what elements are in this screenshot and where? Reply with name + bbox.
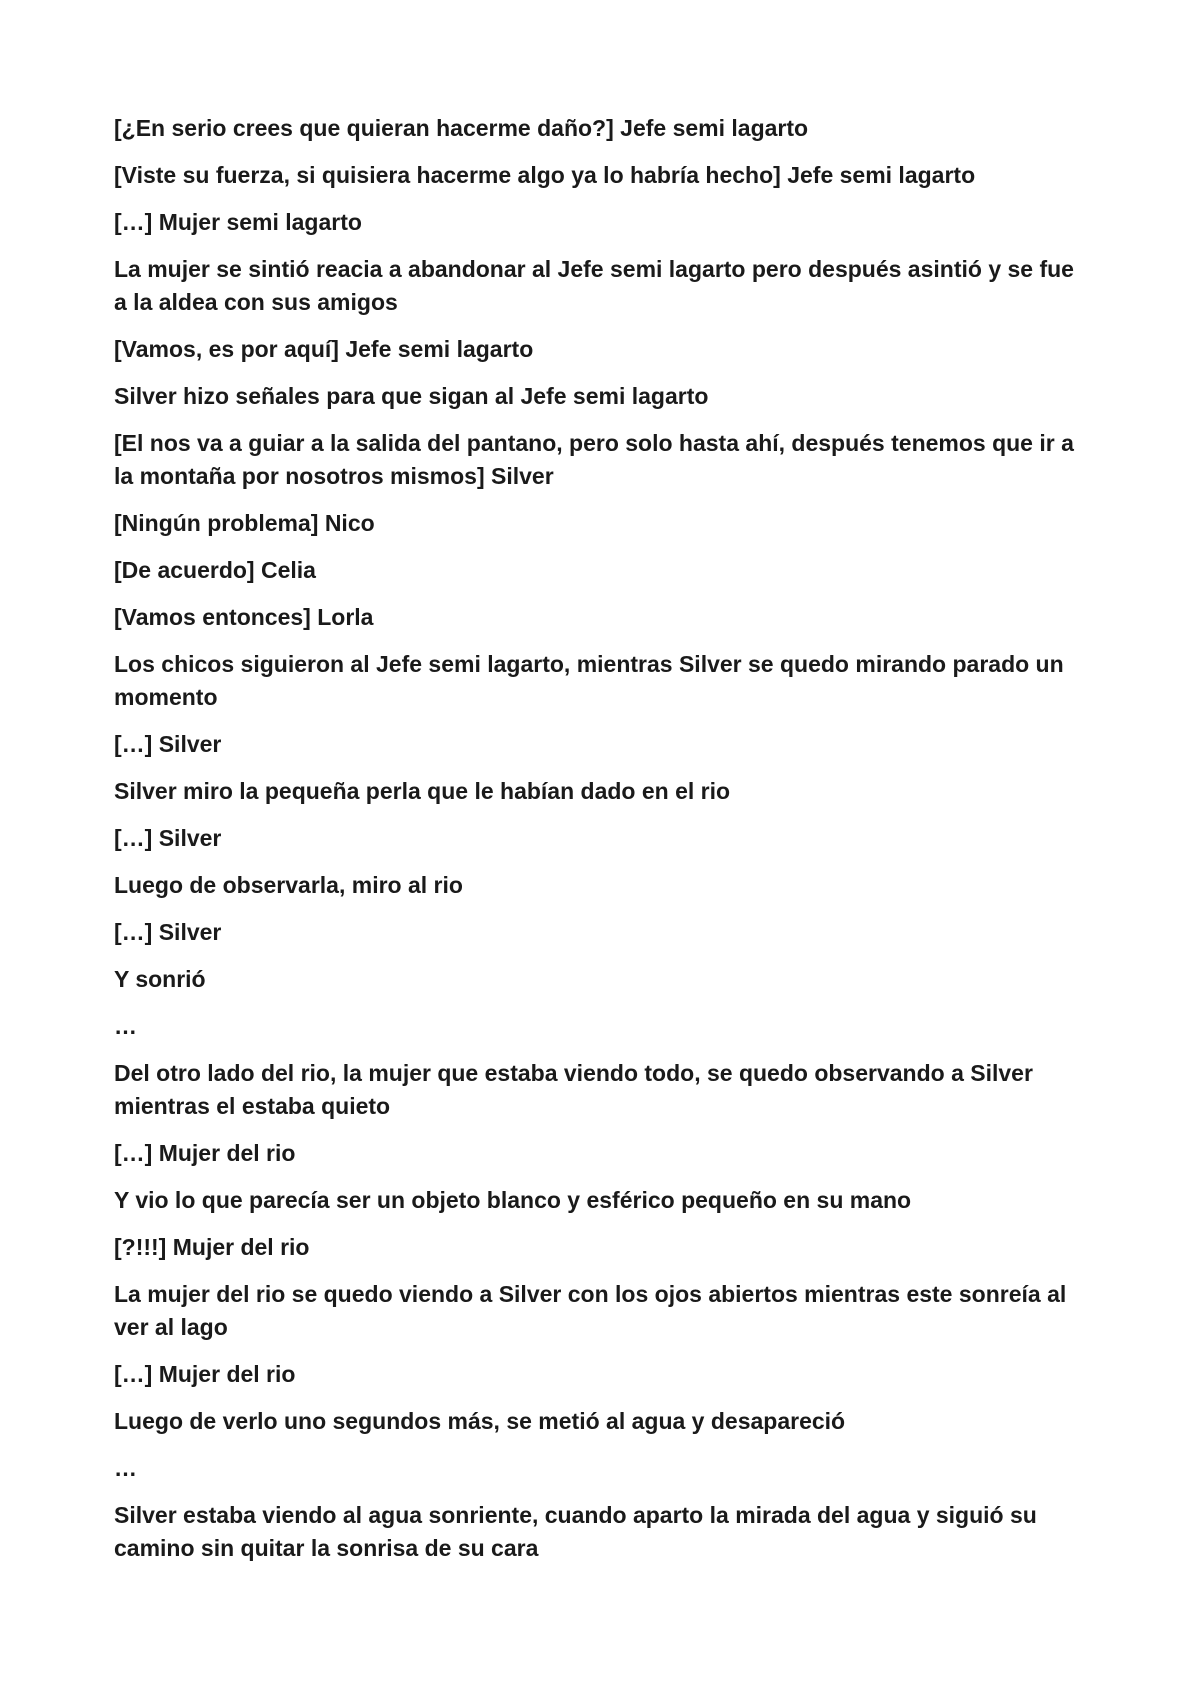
paragraph: […] Silver: [114, 825, 222, 851]
paragraph: [De acuerdo] Celia: [114, 557, 316, 583]
paragraph: […] Mujer del rio: [114, 1140, 296, 1166]
paragraph: [Viste su fuerza, si quisiera hacerme algo ya lo habría hecho] Jefe semi lagarto: [114, 162, 976, 188]
paragraph: Del otro lado del rio, la mujer que estaba viendo todo, se quedo observando a Silver mientras el estaba quieto: [114, 1060, 1033, 1119]
paragraph: […] Silver: [114, 919, 222, 945]
paragraph: […] Mujer semi lagarto: [114, 209, 362, 235]
paragraph: [Vamos entonces] Lorla: [114, 604, 374, 630]
paragraph: [Ningún problema] Nico: [114, 510, 375, 536]
paragraph: Los chicos siguieron al Jefe semi lagarto, mientras Silver se quedo mirando parado un momento: [114, 651, 1064, 710]
paragraph: Luego de observarla, miro al rio: [114, 872, 463, 898]
paragraph: La mujer se sintió reacia a abandonar al Jefe semi lagarto pero después asintió y se fue a la aldea con sus amigos: [114, 256, 1074, 315]
paragraph: Luego de verlo uno segundos más, se metió al agua y desapareció: [114, 1408, 846, 1434]
paragraph: Y vio lo que parecía ser un objeto blanco y esférico pequeño en su mano: [114, 1187, 912, 1213]
paragraph: …: [114, 1013, 137, 1039]
paragraph: Silver estaba viendo al agua sonriente, cuando aparto la mirada del agua y siguió su camino sin quitar la sonrisa de su cara: [114, 1502, 1037, 1561]
paragraph: […] Silver: [114, 731, 222, 757]
paragraph: Silver hizo señales para que sigan al Jefe semi lagarto: [114, 383, 709, 409]
paragraph: […] Mujer del rio: [114, 1361, 296, 1387]
paragraph: [?!!!] Mujer del rio: [114, 1234, 310, 1260]
paragraph: La mujer del rio se quedo viendo a Silver con los ojos abiertos mientras este sonreía al ver al lago: [114, 1281, 1067, 1340]
paragraph: [El nos va a guiar a la salida del pantano, pero solo hasta ahí, después tenemos que ir a la montaña por nosotros mismos] Silver: [114, 430, 1074, 489]
paragraph: [Vamos, es por aquí] Jefe semi lagarto: [114, 336, 534, 362]
paragraph: Y sonrió: [114, 966, 206, 992]
document-body: [114, 112, 1084, 1579]
paragraph: …: [114, 1455, 137, 1481]
paragraph: [¿En serio crees que quieran hacerme daño?] Jefe semi lagarto: [114, 115, 809, 141]
paragraph: Silver miro la pequeña perla que le habían dado en el rio: [114, 778, 731, 804]
